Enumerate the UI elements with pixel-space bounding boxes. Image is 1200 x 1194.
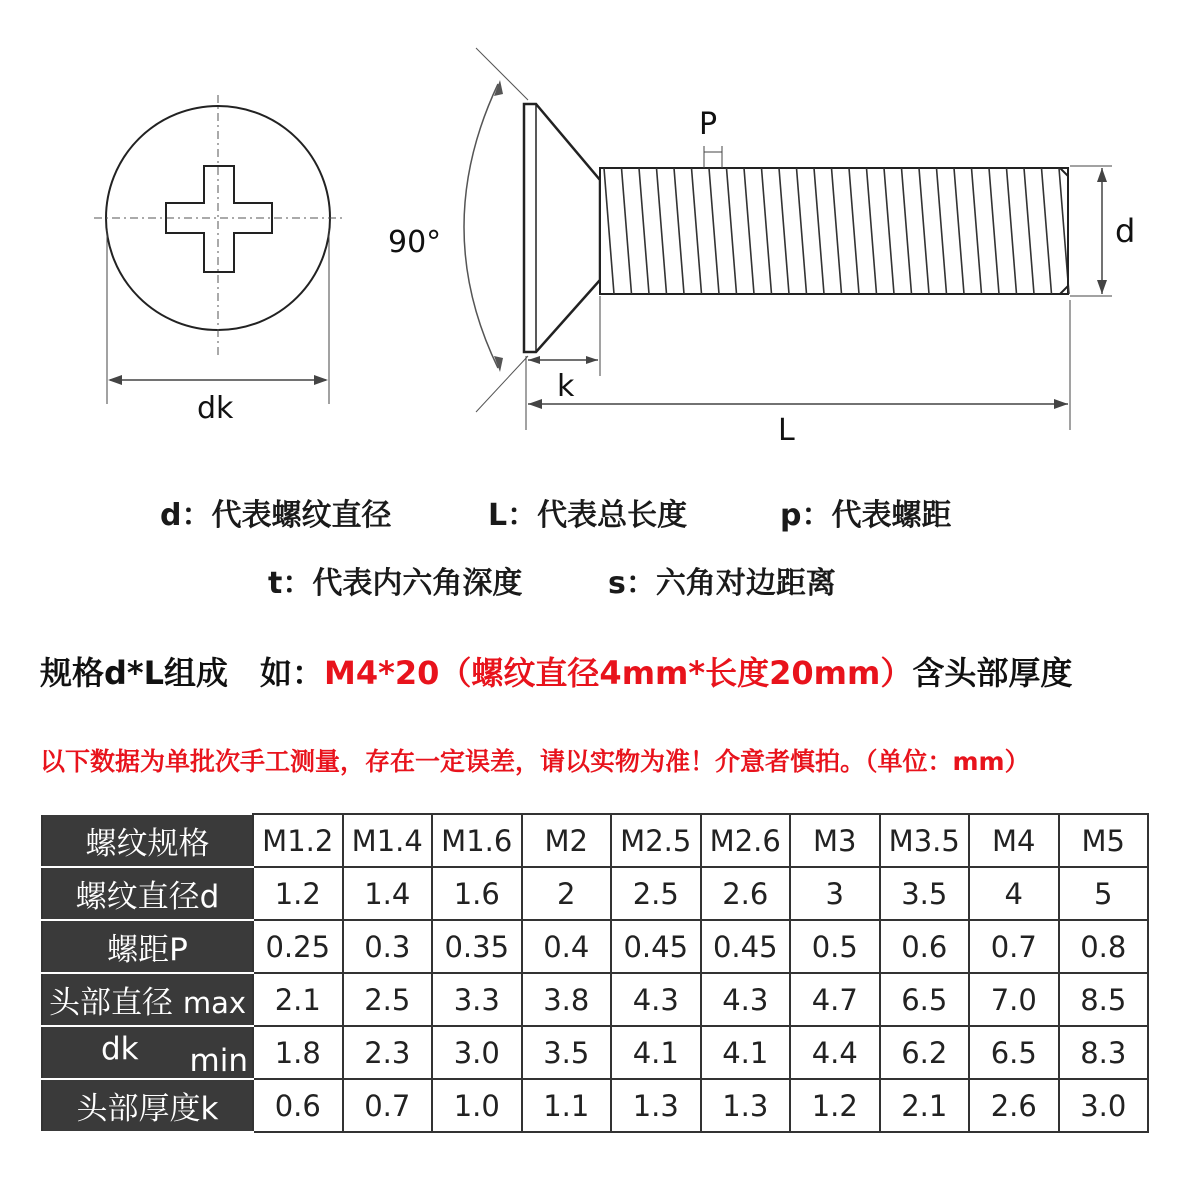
table-cell: 3.5 — [880, 867, 970, 920]
table-cell: M3 — [790, 814, 880, 867]
row-header: 螺距P — [42, 920, 253, 973]
table-cell: 0.3 — [343, 920, 433, 973]
spec-table — [41, 813, 1149, 1133]
length-label: L — [778, 413, 795, 448]
legend-d: d：代表螺纹直径 — [160, 498, 392, 533]
legend-t: t：代表内六角深度 — [268, 566, 523, 601]
table-cell: 1.2 — [253, 867, 343, 920]
table-cell: 6.5 — [880, 973, 970, 1026]
table-cell: 4.1 — [701, 1026, 791, 1079]
table-cell: 0.7 — [969, 920, 1059, 973]
row-pitch — [42, 920, 1148, 973]
table-cell: M1.6 — [432, 814, 522, 867]
table-cell: 0.45 — [701, 920, 791, 973]
table-cell: 2.1 — [880, 1079, 970, 1132]
pitch-label: P — [699, 107, 718, 142]
diameter-label: d — [1115, 212, 1136, 250]
screw-drawing — [0, 0, 1200, 470]
row-header: 螺纹规格 — [42, 814, 253, 867]
table-cell: 1.3 — [701, 1079, 791, 1132]
table-cell: 5 — [1059, 867, 1149, 920]
phillips-cross-icon — [166, 166, 272, 272]
header-text-max: max — [182, 986, 247, 1020]
header-dk-min — [42, 1026, 253, 1079]
row-spec — [42, 814, 1148, 867]
spec-suffix: 含头部厚度 — [912, 654, 1073, 692]
table-cell: 0.6 — [253, 1079, 343, 1132]
spec-example: M4*20（螺纹直径4mm*长度20mm） — [324, 654, 913, 692]
angle-label: 90° — [388, 225, 442, 260]
table-cell: 0.6 — [880, 920, 970, 973]
table-cell: 0.4 — [522, 920, 612, 973]
table-cell: 3.5 — [522, 1026, 612, 1079]
table-cell: 4 — [969, 867, 1059, 920]
spec-prefix: 规格d*L组成 如： — [40, 654, 325, 692]
head-top-view — [94, 95, 344, 404]
table-cell: 2.3 — [343, 1026, 433, 1079]
table-cell: M2 — [522, 814, 612, 867]
table-cell: M1.2 — [253, 814, 343, 867]
legend-l: L：代表总长度 — [488, 498, 688, 533]
table-cell: 4.1 — [611, 1026, 701, 1079]
table-cell: 2.6 — [701, 867, 791, 920]
table-cell: M1.4 — [343, 814, 433, 867]
table-cell: 0.35 — [432, 920, 522, 973]
table-cell: 2.1 — [253, 973, 343, 1026]
row-dk-max — [42, 973, 1148, 1026]
table-cell: 0.5 — [790, 920, 880, 973]
table-cell: M3.5 — [880, 814, 970, 867]
row-thread-diameter — [42, 867, 1148, 920]
table-cell: 2.5 — [611, 867, 701, 920]
table-cell: 3.0 — [1059, 1079, 1149, 1132]
head-thickness-label: k — [557, 369, 575, 404]
table-cell: 0.45 — [611, 920, 701, 973]
row-head-thickness — [42, 1079, 1148, 1132]
header-text: 头部直径 — [48, 985, 173, 1021]
table-cell: 1.4 — [343, 867, 433, 920]
row-header: 头部厚度k — [42, 1079, 253, 1132]
table-cell: 2.6 — [969, 1079, 1059, 1132]
header-head-diameter-max — [42, 973, 253, 1026]
dk-label: dk — [197, 391, 234, 426]
table-cell: 0.7 — [343, 1079, 433, 1132]
table-cell: 2.5 — [343, 973, 433, 1026]
table-cell: M5 — [1059, 814, 1149, 867]
table-cell: 1.1 — [522, 1079, 612, 1132]
table-cell: 0.8 — [1059, 920, 1149, 973]
table-cell: 0.25 — [253, 920, 343, 973]
table-cell: M2.6 — [701, 814, 791, 867]
table-cell: 8.5 — [1059, 973, 1149, 1026]
table-cell: 1.8 — [253, 1026, 343, 1079]
table-cell: 1.3 — [611, 1079, 701, 1132]
table-cell: 3.8 — [522, 973, 612, 1026]
table-cell: 6.5 — [969, 1026, 1059, 1079]
measurement-notice: 以下数据为单批次手工测量，存在一定误差，请以实物为准！介意者慎拍。（单位：mm） — [40, 747, 1030, 776]
table-cell: 3.0 — [432, 1026, 522, 1079]
row-dk-min — [42, 1026, 1148, 1079]
legend-s: s：六角对边距离 — [608, 566, 836, 601]
header-text-dk: dk — [101, 1031, 139, 1067]
table-cell: 1.2 — [790, 1079, 880, 1132]
legend-p: p：代表螺距 — [780, 498, 952, 533]
table-cell: 2 — [522, 867, 612, 920]
table-cell: 4.3 — [611, 973, 701, 1026]
table-cell: 4.4 — [790, 1026, 880, 1079]
table-cell: M2.5 — [611, 814, 701, 867]
table-cell: 7.0 — [969, 973, 1059, 1026]
table-cell: 1.0 — [432, 1079, 522, 1132]
table-cell: 3.3 — [432, 973, 522, 1026]
table-cell: M4 — [969, 814, 1059, 867]
table-cell: 4.3 — [701, 973, 791, 1026]
table-cell: 1.6 — [432, 867, 522, 920]
table-cell: 8.3 — [1059, 1026, 1149, 1079]
spec-format-line — [40, 648, 1072, 694]
header-text-min: min — [189, 1043, 248, 1079]
row-header: 螺纹直径d — [42, 867, 253, 920]
table-cell: 3 — [790, 867, 880, 920]
table-cell: 6.2 — [880, 1026, 970, 1079]
table-cell: 4.7 — [790, 973, 880, 1026]
